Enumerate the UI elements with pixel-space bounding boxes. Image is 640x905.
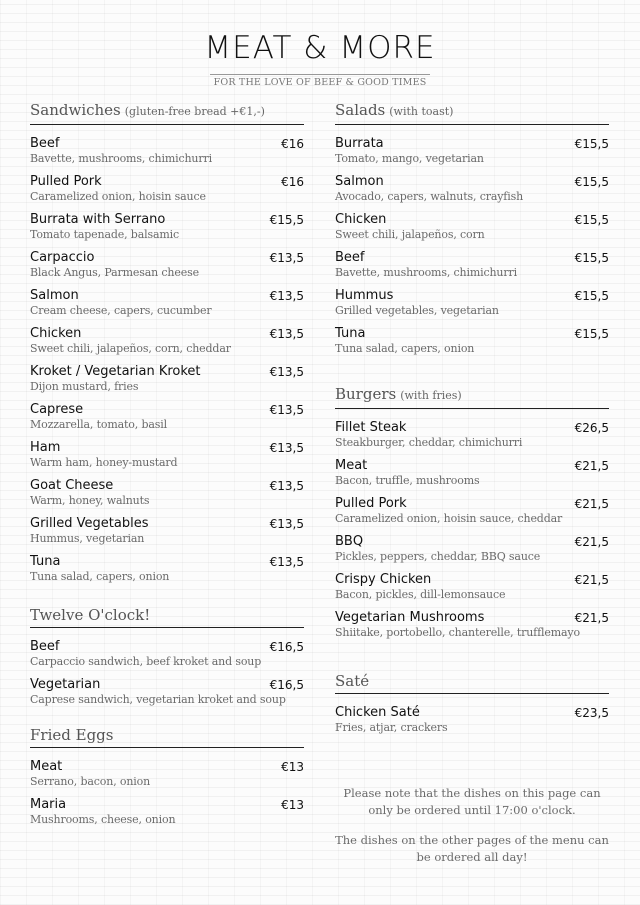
menu-item: [30, 364, 304, 394]
item-name: Kroket / Vegetarian Kroket: [30, 364, 201, 379]
section-heading: [30, 605, 304, 628]
item-price: €15,5: [574, 327, 609, 341]
section-heading: [335, 671, 609, 694]
item-desc: Caramelized onion, hoisin sauce: [30, 190, 206, 203]
item-name: Ham: [30, 440, 61, 455]
item-desc: Serrano, bacon, onion: [30, 775, 151, 788]
item-desc: Hummus, vegetarian: [30, 532, 145, 545]
item-name: Maria: [30, 797, 67, 812]
menu-item: [30, 212, 304, 242]
item-name: Burrata with Serrano: [30, 212, 166, 227]
section-heading: [335, 100, 609, 125]
menu-header: [0, 30, 640, 89]
item-price: €15,5: [574, 213, 609, 227]
right-column: [335, 100, 609, 743]
item-desc: Carpaccio sandwich, beef kroket and soup: [30, 655, 262, 668]
item-desc: Caramelized onion, hoisin sauce, cheddar: [335, 512, 563, 525]
item-name: Vegetarian: [30, 677, 101, 692]
item-price: €26,5: [574, 421, 609, 435]
item-name: Tuna: [30, 554, 61, 569]
item-price: €13,5: [269, 441, 304, 455]
item-name: Crispy Chicken: [335, 572, 432, 587]
item-desc: Steakburger, cheddar, chimichurri: [335, 436, 523, 449]
item-price: €21,5: [574, 611, 609, 625]
item-name: Pulled Pork: [335, 496, 407, 511]
item-name: Meat: [335, 458, 368, 473]
menu-item: [30, 174, 304, 204]
item-price: €13: [281, 798, 304, 812]
section-burgers: [335, 384, 609, 640]
item-desc: Mozzarella, tomato, basil: [30, 418, 167, 431]
section-note: (with toast): [389, 105, 454, 118]
item-desc: Dijon mustard, fries: [30, 380, 139, 393]
item-price: €16,5: [269, 640, 304, 654]
menu-item: [335, 326, 609, 356]
menu-item: [335, 496, 609, 526]
item-desc: Warm ham, honey-mustard: [30, 456, 178, 469]
left-column: [30, 100, 304, 835]
menu-item: [335, 250, 609, 280]
item-desc: Pickles, peppers, cheddar, BBQ sauce: [335, 550, 541, 563]
item-name: Salmon: [30, 288, 79, 303]
tagline: FOR THE LOVE OF BEEF & GOOD TIMES: [210, 74, 431, 88]
menu-item: [30, 677, 304, 707]
section-title: Burgers: [335, 385, 397, 403]
note-order-until: Please note that the dishes on this page can only be ordered until 17:00 o'clock.: [343, 786, 601, 817]
item-name: Grilled Vegetables: [30, 516, 149, 531]
item-price: €15,5: [269, 213, 304, 227]
item-price: €21,5: [574, 573, 609, 587]
item-price: €13: [281, 760, 304, 774]
item-price: €15,5: [574, 289, 609, 303]
section-note: (with fries): [400, 389, 462, 402]
item-price: €21,5: [574, 459, 609, 473]
item-desc: Bavette, mushrooms, chimichurri: [30, 152, 212, 165]
section-title: Sandwiches: [30, 101, 121, 119]
item-name: Chicken: [335, 212, 387, 227]
item-price: €13,5: [269, 251, 304, 265]
item-name: Meat: [30, 759, 63, 774]
item-name: Carpaccio: [30, 250, 95, 265]
item-desc: Fries, atjar, crackers: [335, 721, 448, 734]
section-title: Saté: [335, 672, 370, 690]
menu-item: [335, 458, 609, 488]
section-twelve-oclock: [30, 605, 304, 707]
menu-item: [30, 478, 304, 508]
section-heading: [30, 100, 304, 125]
menu-item: [335, 136, 609, 166]
section-title: Salads: [335, 101, 386, 119]
section-title: Fried Eggs: [30, 726, 114, 744]
menu-item: [30, 402, 304, 432]
section-fried-eggs: [30, 725, 304, 827]
item-desc: Bavette, mushrooms, chimichurri: [335, 266, 517, 279]
item-name: Chicken Saté: [335, 705, 420, 720]
item-name: Caprese: [30, 402, 84, 417]
menu-item: [30, 639, 304, 669]
item-price: €13,5: [269, 289, 304, 303]
section-salads: [335, 100, 609, 356]
item-desc: Caprese sandwich, vegetarian kroket and soup: [30, 693, 286, 706]
item-price: €15,5: [574, 137, 609, 151]
section-sate: [335, 671, 609, 735]
ordering-note: [335, 785, 609, 879]
item-price: €13,5: [269, 517, 304, 531]
item-desc: Black Angus, Parmesan cheese: [30, 266, 199, 279]
menu-item: [30, 250, 304, 280]
item-desc: Bacon, truffle, mushrooms: [335, 474, 480, 487]
item-name: BBQ: [335, 534, 364, 549]
item-desc: Grilled vegetables, vegetarian: [335, 304, 499, 317]
item-desc: Bacon, pickles, dill-lemonsauce: [335, 588, 506, 601]
item-price: €16: [281, 175, 304, 189]
item-name: Goat Cheese: [30, 478, 114, 493]
item-price: €16: [281, 137, 304, 151]
item-name: Beef: [30, 136, 60, 151]
item-name: Chicken: [30, 326, 82, 341]
item-name: Beef: [335, 250, 365, 265]
item-desc: Tuna salad, capers, onion: [30, 570, 170, 583]
item-desc: Tomato tapenade, balsamic: [30, 228, 180, 241]
menu-item: [30, 136, 304, 166]
menu-item: [335, 174, 609, 204]
item-desc: Cream cheese, capers, cucumber: [30, 304, 212, 317]
item-desc: Warm, honey, walnuts: [30, 494, 150, 507]
menu-item: [30, 326, 304, 356]
menu-item: [335, 572, 609, 602]
menu-item: [30, 554, 304, 584]
item-desc: Avocado, capers, walnuts, crayfish: [335, 190, 524, 203]
menu-item: [30, 759, 304, 789]
item-desc: Tuna salad, capers, onion: [335, 342, 475, 355]
item-desc: Tomato, mango, vegetarian: [335, 152, 484, 165]
item-name: Tuna: [335, 326, 366, 341]
item-price: €23,5: [574, 706, 609, 720]
item-price: €21,5: [574, 497, 609, 511]
section-heading: [335, 384, 609, 409]
menu-item: [30, 516, 304, 546]
menu-item: [335, 288, 609, 318]
note-all-day: The dishes on the other pages of the menu can be ordered all day!: [335, 833, 609, 864]
item-name: Beef: [30, 639, 60, 654]
item-price: €15,5: [574, 175, 609, 189]
section-note: (gluten-free bread +€1,-): [124, 105, 265, 118]
item-name: Pulled Pork: [30, 174, 102, 189]
item-name: Burrata: [335, 136, 384, 151]
menu-item: [335, 610, 609, 640]
restaurant-title: MEAT & MORE: [204, 30, 436, 66]
item-price: €16,5: [269, 678, 304, 692]
item-price: €13,5: [269, 479, 304, 493]
item-price: €13,5: [269, 327, 304, 341]
item-price: €15,5: [574, 251, 609, 265]
section-heading: [30, 725, 304, 748]
item-name: Fillet Steak: [335, 420, 407, 435]
item-desc: Mushrooms, cheese, onion: [30, 813, 176, 826]
item-desc: Shiitake, portobello, chanterelle, trufflemayo: [335, 626, 580, 639]
menu-item: [335, 212, 609, 242]
section-title: Twelve O'clock!: [30, 606, 151, 624]
item-price: €13,5: [269, 403, 304, 417]
menu-item: [30, 288, 304, 318]
menu-item: [335, 705, 609, 735]
item-name: Salmon: [335, 174, 384, 189]
item-desc: Sweet chili, jalapeños, corn, cheddar: [30, 342, 231, 355]
menu-item: [335, 420, 609, 450]
item-price: €21,5: [574, 535, 609, 549]
section-sandwiches: [30, 100, 304, 584]
item-desc: Sweet chili, jalapeños, corn: [335, 228, 485, 241]
item-price: €13,5: [269, 365, 304, 379]
menu-item: [335, 534, 609, 564]
item-name: Vegetarian Mushrooms: [335, 610, 485, 625]
menu-item: [30, 797, 304, 827]
item-price: €13,5: [269, 555, 304, 569]
item-name: Hummus: [335, 288, 394, 303]
menu-item: [30, 440, 304, 470]
